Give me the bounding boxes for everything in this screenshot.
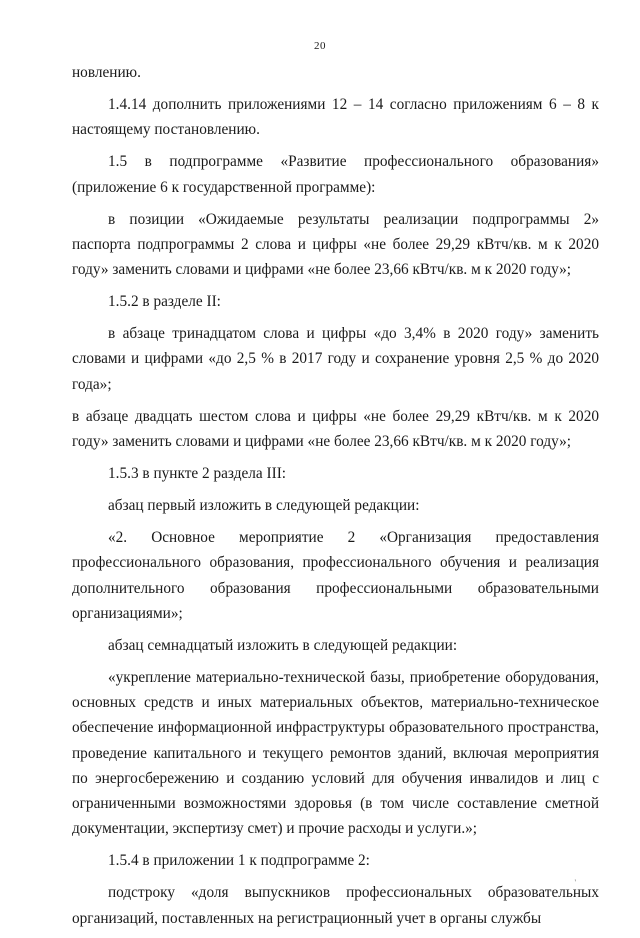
page-number: 20 xyxy=(314,40,326,52)
paragraph-seventeenth-abzac: абзац семнадцатый изложить в следующей редакции: xyxy=(108,636,458,654)
paragraph-1-5: 1.5 в подпрограмме «Развитие профессионального образования» (приложение 6 к государственной программе): xyxy=(72,153,599,196)
paragraph-thirteenth-abzac: в абзаце тринадцатом слова и цифры «до 3,4% в 2020 году» заменить словами и цифрами «до 2,5 % в 2017 году и сохранение уровня 2,5 % до 2020 года»; xyxy=(72,325,599,393)
paragraph-1-5-4: 1.5.4 в приложении 1 к подпрограмме 2: xyxy=(108,852,370,870)
paragraph-continuation: новлению. xyxy=(72,64,141,81)
document-body xyxy=(72,60,599,938)
corner-mark: ' xyxy=(574,878,576,887)
paragraph-first-abzac: абзац первый изложить в следующей редакции: xyxy=(108,497,420,515)
paragraph-substring: подстроку «доля выпускников профессиональных образовательных организаций, поставленных на регистрационный учет в органы службы xyxy=(72,884,599,927)
paragraph-twenty-sixth-abzac: в абзаце двадцать шестом слова и цифры «не более 29,29 кВтч/кв. м к 2020 году» заменить словами и цифрами «не более 23,66 кВтч/кв. м к 2020 году»; xyxy=(72,407,599,450)
paragraph-1-5-3: 1.5.3 в пункте 2 раздела III: xyxy=(108,465,287,483)
paragraph-1-4-14: 1.4.14 дополнить приложениями 12 – 14 согласно приложениям 6 – 8 к настоящему постановлению. xyxy=(72,96,599,139)
paragraph-expected-results: в позиции «Ожидаемые результаты реализации подпрограммы 2» паспорта подпрограммы 2 слова и цифры «не более 29,29 кВтч/кв. м к 2020 году» заменить словами и цифрами «не более 23,66 кВтч/кв. м к 2020 году»; xyxy=(72,210,599,279)
paragraph-main-activity-2: «2. Основное мероприятие 2 «Организация предоставления профессионального образования, профессионального обучения и реализация дополнительного образования профессиональными образовательными организациями»; xyxy=(72,529,599,622)
paragraph-material-base: «укрепление материально-технической базы, приобретение оборудования, основных средств и иных материальных объектов, материально-техническое обеспечение информационной инфраструктуры образовательного пространства, проведение капитального и текущего ремонтов зданий, включая мероприятия по энергосбережению и созданию условий для обучения инвалидов и лиц с ограниченными возможностями здоровья (в том числе составление сметной документации, экспертизу смет) и прочие расходы и услуги.»; xyxy=(72,669,599,838)
paragraph-1-5-2: 1.5.2 в разделе II: xyxy=(108,293,221,311)
